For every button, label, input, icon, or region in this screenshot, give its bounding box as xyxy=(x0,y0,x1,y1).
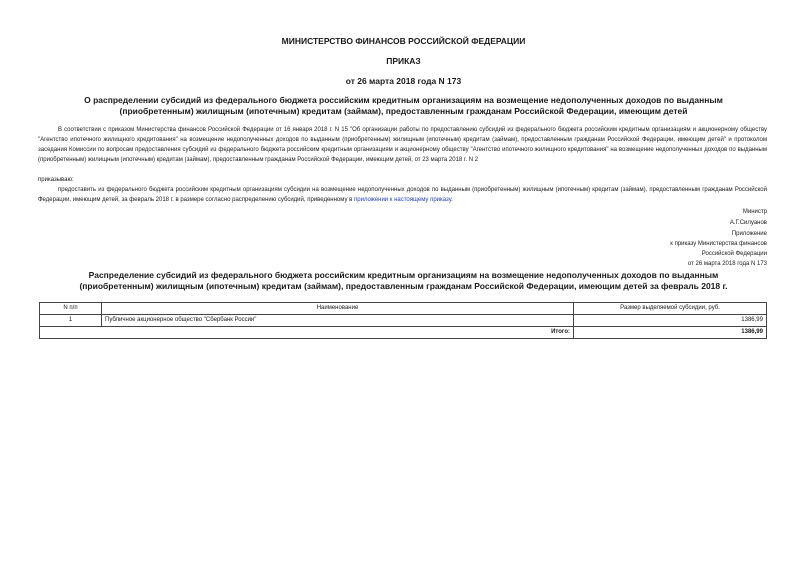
column-header-amount: Размер выделяемой субсидии, руб. xyxy=(574,303,767,315)
appendix-ref-line1: к приказу Министерства финансов xyxy=(670,241,767,247)
ministry-header: МИНИСТЕРСТВО ФИНАНСОВ РОССИЙСКОЙ ФЕДЕРАЦИИ xyxy=(281,36,526,46)
instruction-paragraph xyxy=(38,185,767,205)
preamble-paragraph: В соответствии с приказом Министерства финансов Российской Федерации от 16 января 2018 г. N 15 "Об организации работы по предоставлению субсидий из федерального бюджета российским кредитным организациям и акционерному обществу "Агентство ипотечного жилищного кредитования" на возмещение недополученных доходов по выданным (приобретенным) жилищным (ипотечным) кредитам (займам), предоставленным гражданам Российской Федерации, имеющим детей" и протоколом заседания Комиссии по вопросам предоставления субсидий из федерального бюджета российским кредитным организациям и акционерному обществу "Агентство ипотечного жилищного кредитования" на возмещение недополученных доходов по выданным (приобретенным) жилищным (ипотечным) кредитам (займам), предоставленным гражданам Российской Федерации, имеющим детей, от 23 марта 2018 г. N 2 xyxy=(38,127,767,163)
column-header-name: Наименование xyxy=(102,303,574,315)
table-row xyxy=(40,315,767,327)
total-row xyxy=(40,327,767,339)
table-header-row xyxy=(40,303,767,315)
total-amount: 1386,99 xyxy=(574,327,767,339)
appendix-link[interactable]: приложении к настоящему приказу xyxy=(354,197,452,203)
row-number: 1 xyxy=(40,315,102,327)
order-word: приказываю: xyxy=(38,177,74,183)
doc-date: от 26 марта 2018 года N 173 xyxy=(345,76,462,86)
appendix-title: Распределение субсидий из федерального бюджета российским кредитным организациям на возмещение недополученных доходов по выданным (приобретенным) жилищным (ипотечным) кредитам (займам), предоставленным гражданам Российской Федерации, имеющим детей за февраль 2018 г. xyxy=(79,270,728,291)
order-title: О распределении субсидий из федерального бюджета российским кредитным организациям на возмещение недополученных доходов по выданным (приобретенным) жилищным (ипотечным) кредитам (займам), предоставленным гражданам Российской Федерации, имеющим детей xyxy=(84,95,723,116)
appendix-ref-line2: Российской Федерации xyxy=(701,251,767,257)
total-label: Итого: xyxy=(40,327,574,339)
signature-position: Министр xyxy=(742,209,767,215)
doc-type: ПРИКАЗ xyxy=(386,56,421,66)
instruction-end: . xyxy=(451,197,453,203)
row-amount: 1386,99 xyxy=(574,315,767,327)
instruction-text: предоставить из федерального бюджета российским кредитным организациям субсидии на возмещение недополученных доходов по выданным (приобретенным) жилищным (ипотечным) кредитам (займам), предоставленным гражданам Российской Федерации, имеющим детей, за февраль 2018 г. в размере согласно распределению субсидий, приведенному в xyxy=(38,187,767,203)
column-header-number: N п/п xyxy=(40,303,102,315)
signature-name: А.Г.Силуанов xyxy=(729,220,767,226)
appendix-label: Приложение xyxy=(731,231,767,237)
appendix-ref-line3: от 26 марта 2018 года N 173 xyxy=(687,261,767,267)
row-name: Публичное акционерное общество "Сбербанк России" xyxy=(102,315,574,327)
subsidy-table xyxy=(39,302,767,339)
